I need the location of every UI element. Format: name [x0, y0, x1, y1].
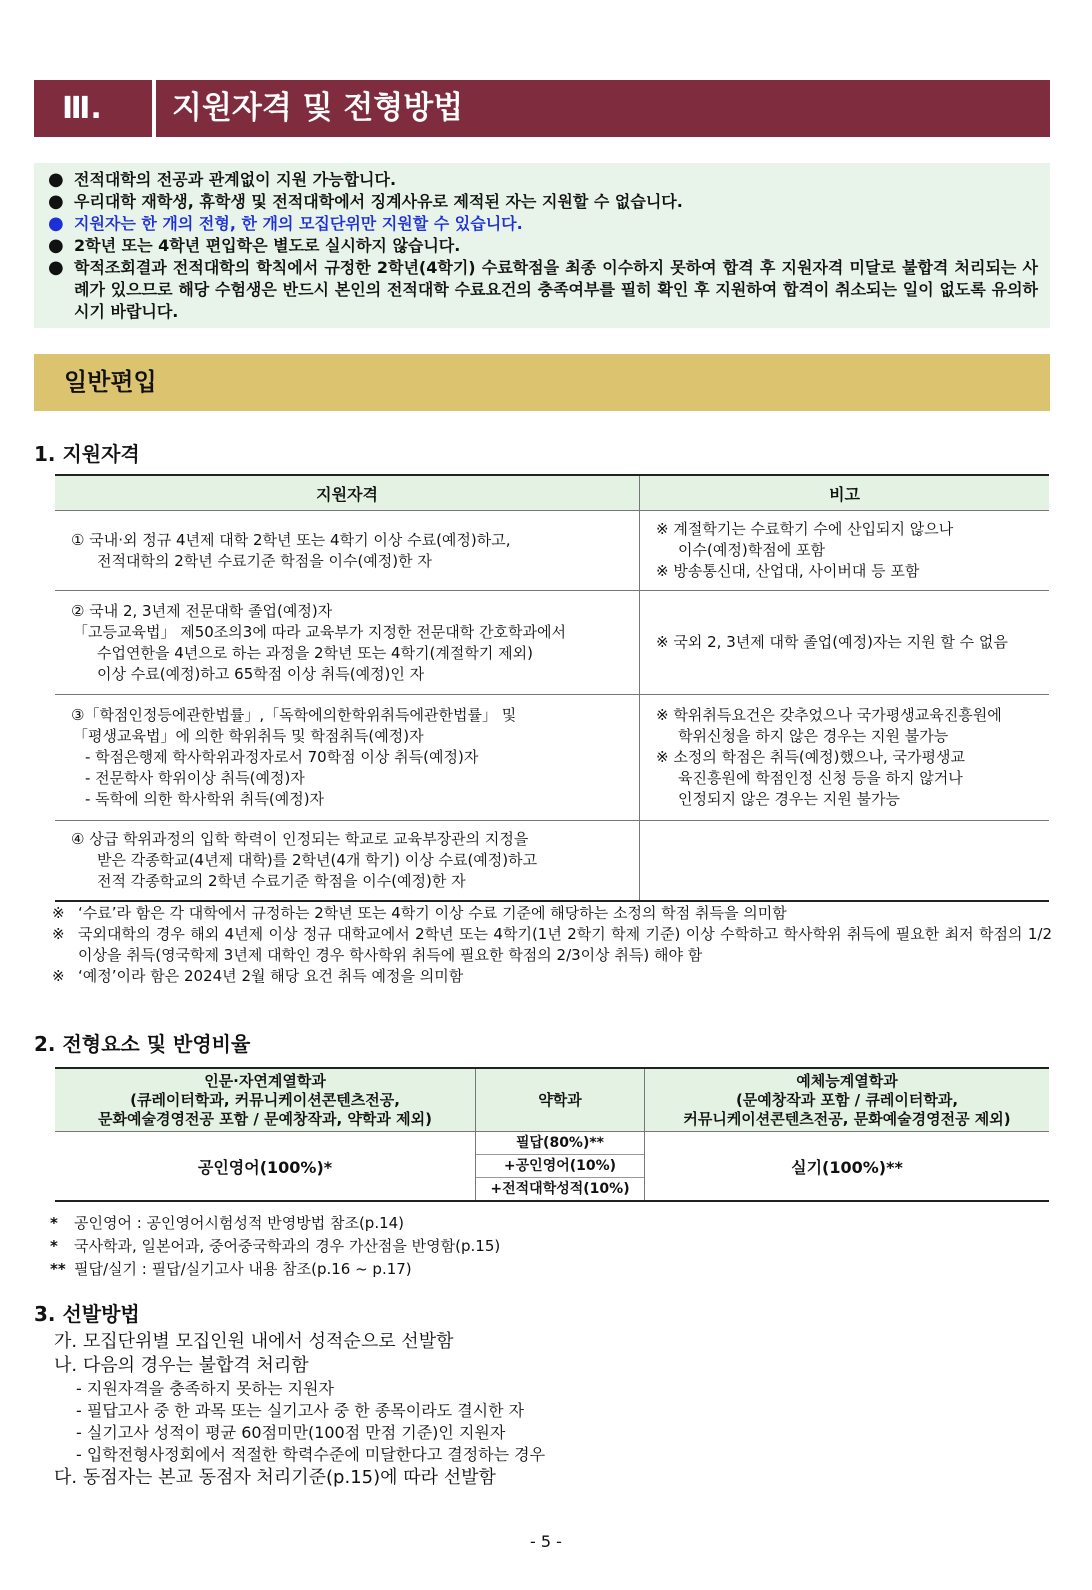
note-text: ‘수료’라 함은 각 대학에서 규정하는 2학년 또는 4학기 이상 수료 기준에 해당하는 소정의 학점 취득을 의미함 — [78, 904, 787, 922]
pharmacy-item: +공인영어(10%) — [476, 1155, 644, 1178]
cell-line: - 학점은행제 학사학위과정자로서 70학점 이상 취득(예정)자 — [85, 748, 479, 766]
note-item — [50, 1258, 500, 1281]
notice-item — [48, 235, 1038, 257]
cell-line: ④ 상급 학위과정의 입학 학력이 인정되는 학교로 교육부장관의 지정을 — [71, 829, 529, 848]
notice-item — [48, 191, 1038, 213]
cell-line: 「고등교육법」 제50조의3에 따라 교육부가 지정한 전문대학 간호학과에서 — [73, 622, 566, 641]
note-item — [50, 1212, 500, 1235]
cell-line: 받은 각종학교(4년제 대학)를 2학년(4개 학기) 이상 수료(예정)하고 — [97, 850, 538, 869]
chapter-header — [34, 80, 1050, 137]
selection-method — [54, 1330, 545, 1490]
bullet-icon: ● — [48, 235, 64, 256]
table-row — [55, 591, 1049, 695]
note-item — [50, 1235, 500, 1258]
cell-line: 전적 각종학교의 2학년 수료기준 학점을 이수(예정)한 자 — [97, 871, 466, 890]
section-title-qualification: 1. 지원자격 — [34, 442, 140, 466]
qualification-notes — [52, 903, 1052, 987]
notice-text: 지원자는 한 개의 전형, 한 개의 모집단위만 지원할 수 있습니다. — [74, 214, 523, 233]
header-line: 문화예술경영전공 포함 / 문예창작과, 약학과 제외) — [98, 1109, 432, 1128]
note-item — [52, 903, 1052, 924]
note-text: 국외대학의 경우 해외 4년제 이상 정규 대학교에서 2학년 또는 4학기(1년 2학기 학제 기준) 이상 수학하고 학사학위 취득에 필요한 최저 학점의 1/2 이상을 취득(영국학제 3년제 대학인 경우 학사학위 취득에 필요한 학점의 2/3이상 취득) 해야 함 — [78, 925, 1052, 964]
table-row — [55, 511, 1049, 591]
note-mark: ※ — [52, 967, 65, 985]
ratio-notes — [50, 1212, 500, 1281]
remarks-cell — [640, 695, 1049, 821]
pharmacy-item: +전적대학성적(10%) — [490, 1181, 630, 1197]
section-title-selection: 3. 선발방법 — [34, 1302, 140, 1326]
notice-item — [48, 169, 1038, 191]
qualification-cell — [55, 821, 640, 901]
header-arts — [645, 1068, 1050, 1132]
notice-text: 2학년 또는 4학년 편입학은 별도로 실시하지 않습니다. — [74, 236, 461, 255]
qualification-cell — [55, 591, 640, 695]
page-number: - 5 - — [530, 1532, 562, 1551]
cell-line: - 독학에 의한 학사학위 취득(예정)자 — [85, 790, 325, 808]
bullet-icon: ● — [48, 169, 64, 190]
chapter-divider — [152, 80, 156, 137]
note-item — [52, 924, 1052, 966]
cell-line: ※ 국외 2, 3년제 대학 졸업(예정)자는 지원 할 수 없음 — [656, 633, 1008, 651]
section-title-ratio: 2. 전형요소 및 반영비율 — [34, 1032, 251, 1056]
remarks-cell — [640, 821, 1049, 901]
cell-line: 「평생교육법」에 의한 학위취득 및 학점취득(예정)자 — [73, 727, 424, 745]
selection-item-a: 가. 모집단위별 모집인원 내에서 성적순으로 선발함 — [54, 1331, 454, 1352]
note-text: 국사학과, 일본어과, 중어중국학과의 경우 가산점을 반영함(p.15) — [74, 1237, 501, 1255]
bullet-icon: ● — [48, 257, 64, 278]
ratio-table — [55, 1067, 1049, 1202]
notice-item — [48, 213, 1038, 235]
header-line: 인문·자연계열학과 — [204, 1071, 326, 1090]
selection-subitem: - 지원자격을 충족하지 못하는 지원자 — [76, 1379, 334, 1398]
table-header-row — [55, 1068, 1049, 1132]
cell-line: ② 국내 2, 3년제 전문대학 졸업(예정)자 — [71, 601, 333, 620]
header-qualification: 지원자격 — [55, 475, 640, 511]
cell-line: ※ 방송통신대, 산업대, 사이버대 등 포함 — [656, 562, 920, 580]
note-mark: ※ — [52, 925, 65, 943]
cell-line: ① 국내·외 정규 4년제 대학 2학년 또는 4학기 이상 수료(예정)하고, — [71, 530, 511, 549]
qualification-cell — [55, 511, 640, 591]
remarks-cell — [640, 511, 1049, 591]
notice-text: 전적대학의 전공과 관계없이 지원 가능합니다. — [74, 170, 397, 189]
note-text: 필답/실기 : 필답/실기고사 내용 참조(p.16 ~ p.17) — [74, 1260, 412, 1278]
bullet-icon: ● — [48, 213, 64, 234]
cell-line: 육진흥원에 학점인정 신청 등을 하지 않거나 — [678, 769, 963, 787]
header-pharmacy: 약학과 — [476, 1068, 645, 1132]
selection-item-b: 나. 다음의 경우는 불합격 처리함 — [54, 1355, 309, 1376]
cell-line: 인정되지 않은 경우는 지원 불가능 — [678, 790, 900, 808]
band-title: 일반편입 — [64, 368, 157, 396]
note-mark: * — [50, 1237, 58, 1255]
table-row — [55, 695, 1049, 821]
cell-line: ③「학점인정등에관한법률」,「독학에의한학위취득에관한법률」 및 — [71, 706, 517, 724]
qualification-table — [55, 474, 1049, 902]
selection-item-c: 다. 동점자는 본교 동점자 처리기준(p.15)에 따라 선발함 — [54, 1467, 496, 1488]
selection-subitem: - 필답고사 중 한 과목 또는 실기고사 중 한 종목이라도 결시한 자 — [76, 1401, 525, 1420]
section-band — [34, 354, 1050, 411]
cell-line: ※ 소정의 학점은 취득(예정)했으나, 국가평생교 — [656, 748, 965, 766]
cell-line: ※ 계절학기는 수료학기 수에 산입되지 않으나 — [656, 520, 954, 538]
header-line: 예체능계열학과 — [796, 1071, 898, 1090]
remarks-cell — [640, 591, 1049, 695]
cell-line: - 전문학사 학위이상 취득(예정)자 — [85, 769, 305, 787]
note-mark: ※ — [52, 904, 65, 922]
cell-line: ※ 학위취득요건은 갖추었으나 국가평생교육진흥원에 — [656, 706, 1002, 724]
header-line: (문예창작과 포함 / 큐레이터학과, — [735, 1090, 959, 1109]
note-text: 공인영어 : 공인영어시험성적 반영방법 참조(p.14) — [74, 1214, 405, 1232]
table-row — [55, 1132, 1049, 1202]
cell-line: 학위신청을 하지 않은 경우는 지원 불가능 — [678, 727, 949, 745]
note-mark: ** — [50, 1260, 66, 1278]
header-humanities — [55, 1068, 476, 1132]
notice-box — [34, 163, 1050, 328]
notice-text: 학적조회결과 전적대학의 학칙에서 규정한 2학년(4학기) 수료학점을 최종 이수하지 못하여 합격 후 지원자격 미달로 불합격 처리되는 사례가 있으므로 해당 수험생은 반드시 본인의 전적대학 수료요건의 충족여부를 필히 확인 후 지원하여 합격이 취소되는 일이 없도록 유의하시기 바랍니다. — [74, 258, 1038, 321]
table-row — [55, 821, 1049, 901]
bullet-icon: ● — [48, 191, 64, 212]
cell-line: 이수(예정)학점에 포함 — [678, 541, 825, 559]
table-header-row — [55, 475, 1049, 511]
selection-subitem: - 입학전형사정회에서 적절한 학력수준에 미달한다고 결정하는 경우 — [76, 1445, 546, 1464]
header-remarks: 비고 — [640, 475, 1049, 511]
notice-item — [48, 257, 1038, 323]
selection-subitem: - 실기고사 성적이 평균 60점미만(100점 만점 기준)인 지원자 — [76, 1423, 506, 1442]
chapter-title: 지원자격 및 전형방법 — [172, 90, 464, 126]
value-arts: 실기(100%)** — [645, 1132, 1050, 1202]
notice-text: 우리대학 재학생, 휴학생 및 전적대학에서 징계사유로 제적된 자는 지원할 수 없습니다. — [74, 192, 683, 211]
qualification-cell — [55, 695, 640, 821]
cell-line: 전적대학의 2학년 수료기준 학점을 이수(예정)한 자 — [97, 551, 432, 570]
value-pharmacy — [476, 1132, 645, 1202]
header-line: (큐레이터학과, 커뮤니케이션콘텐츠전공, — [130, 1090, 400, 1109]
note-mark: * — [50, 1214, 58, 1232]
note-text: ‘예정’이라 함은 2024년 2월 해당 요건 취득 예정을 의미함 — [78, 967, 464, 985]
note-item — [52, 966, 1052, 987]
header-line: 커뮤니케이션콘텐츠전공, 문화예술경영전공 제외) — [683, 1109, 1011, 1128]
value-humanities: 공인영어(100%)* — [55, 1132, 476, 1202]
cell-line: 이상 수료(예정)하고 65학점 이상 취득(예정)인 자 — [97, 664, 425, 683]
chapter-number: Ⅲ. — [62, 91, 102, 126]
cell-line: 수업연한을 4년으로 하는 과정을 2학년 또는 4학기(계절학기 제외) — [97, 643, 533, 662]
pharmacy-item: 필답(80%)** — [476, 1132, 644, 1155]
